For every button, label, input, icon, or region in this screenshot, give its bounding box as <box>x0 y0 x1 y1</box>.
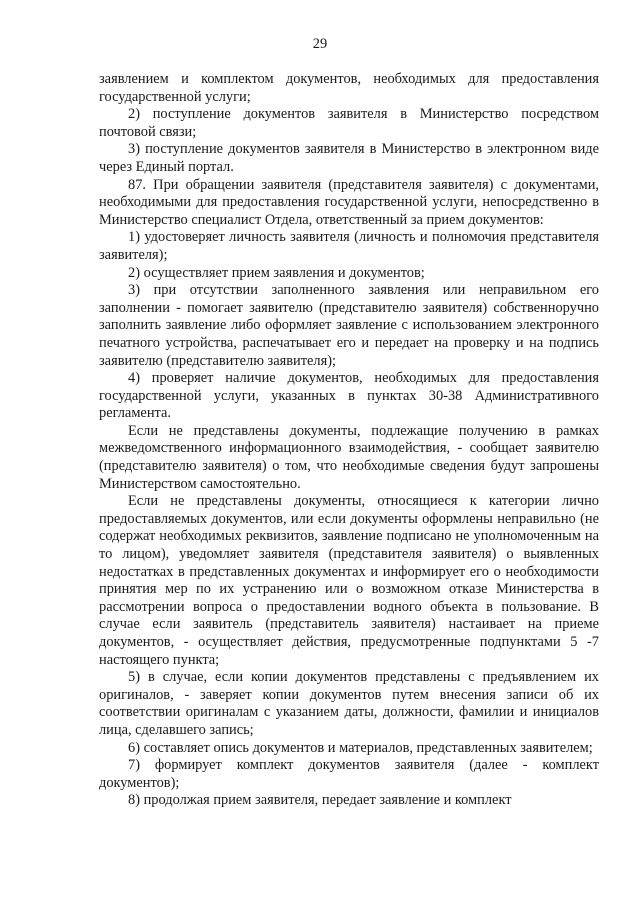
paragraph: 8) продолжая прием заявителя, передает заявление и комплект <box>128 792 512 809</box>
paragraph: 7) формирует комплект документов заявителя (далее - комплект документов); <box>99 757 599 791</box>
paragraph: Если не представлены документы, относящиеся к категории лично предоставляемых документов, или если документы оформлены неправильно (не содержат необходимых реквизитов, заявление подписано не уполномоченным на то лицом), уведомляет заявителя (представителя заявителя) о выявленных недостатках в представленных документах и информирует его о необходимости принятия мер по их устранению или о возможном отказе Министерства в рассмотрении вопроса о предоставлении водного объекта в пользование. В случае если заявитель (представитель заявителя) настаивает на приеме документов, - осуществляет действия, предусмотренные подпунктами 5 -7 настоящего пункта; <box>99 493 599 668</box>
document-body <box>99 71 599 810</box>
paragraph: 5) в случае, если копии документов представлены с предъявлением их оригиналов, - заверяет копии документов путем внесения записи об их соответствии оригиналам с указанием даты, должности, фамилии и инициалов лица, сделавшего запись; <box>99 669 599 738</box>
paragraph: Если не представлены документы, подлежащие получению в рамках межведомственного информационного взаимодействия, - сообщает заявителю (представителю заявителя) о том, что необходимые сведения будут запрошены Министерством самостоятельно. <box>99 422 599 492</box>
paragraph: 2) поступление документов заявителя в Министерство посредством почтовой связи; <box>99 106 599 140</box>
paragraph: 87. При обращении заявителя (представителя заявителя) с документами, необходимыми для предоставления государственной услуги, непосредственно в Министерство специалист Отдела, ответственный за прием документов: <box>99 176 599 228</box>
paragraph: 2) осуществляет прием заявления и документов; <box>128 264 425 281</box>
paragraph: 6) составляет опись документов и материалов, представленных заявителем; <box>128 739 593 756</box>
paragraph: 3) при отсутствии заполненного заявления или неправильном его заполнении - помогает заявителю (представителю заявителя) собственноручно заполнить заявление либо оформляет заявление с использованием электронного печатного устройства, распечатывает его и передает на проверку и на подпись заявителю (представителю заявителя); <box>99 282 599 369</box>
paragraph: 3) поступление документов заявителя в Министерство в электронном виде через Единый портал. <box>99 141 599 175</box>
paragraph: 4) проверяет наличие документов, необходимых для предоставления государственной услуги, указанных в пунктах 30-38 Административного регламента. <box>99 370 599 422</box>
paragraph: 1) удостоверяет личность заявителя (личность и полномочия представителя заявителя); <box>99 229 599 263</box>
page-number: 29 <box>312 36 328 52</box>
paragraph: заявлением и комплектом документов, необходимых для предоставления государственной услуги; <box>99 71 599 105</box>
